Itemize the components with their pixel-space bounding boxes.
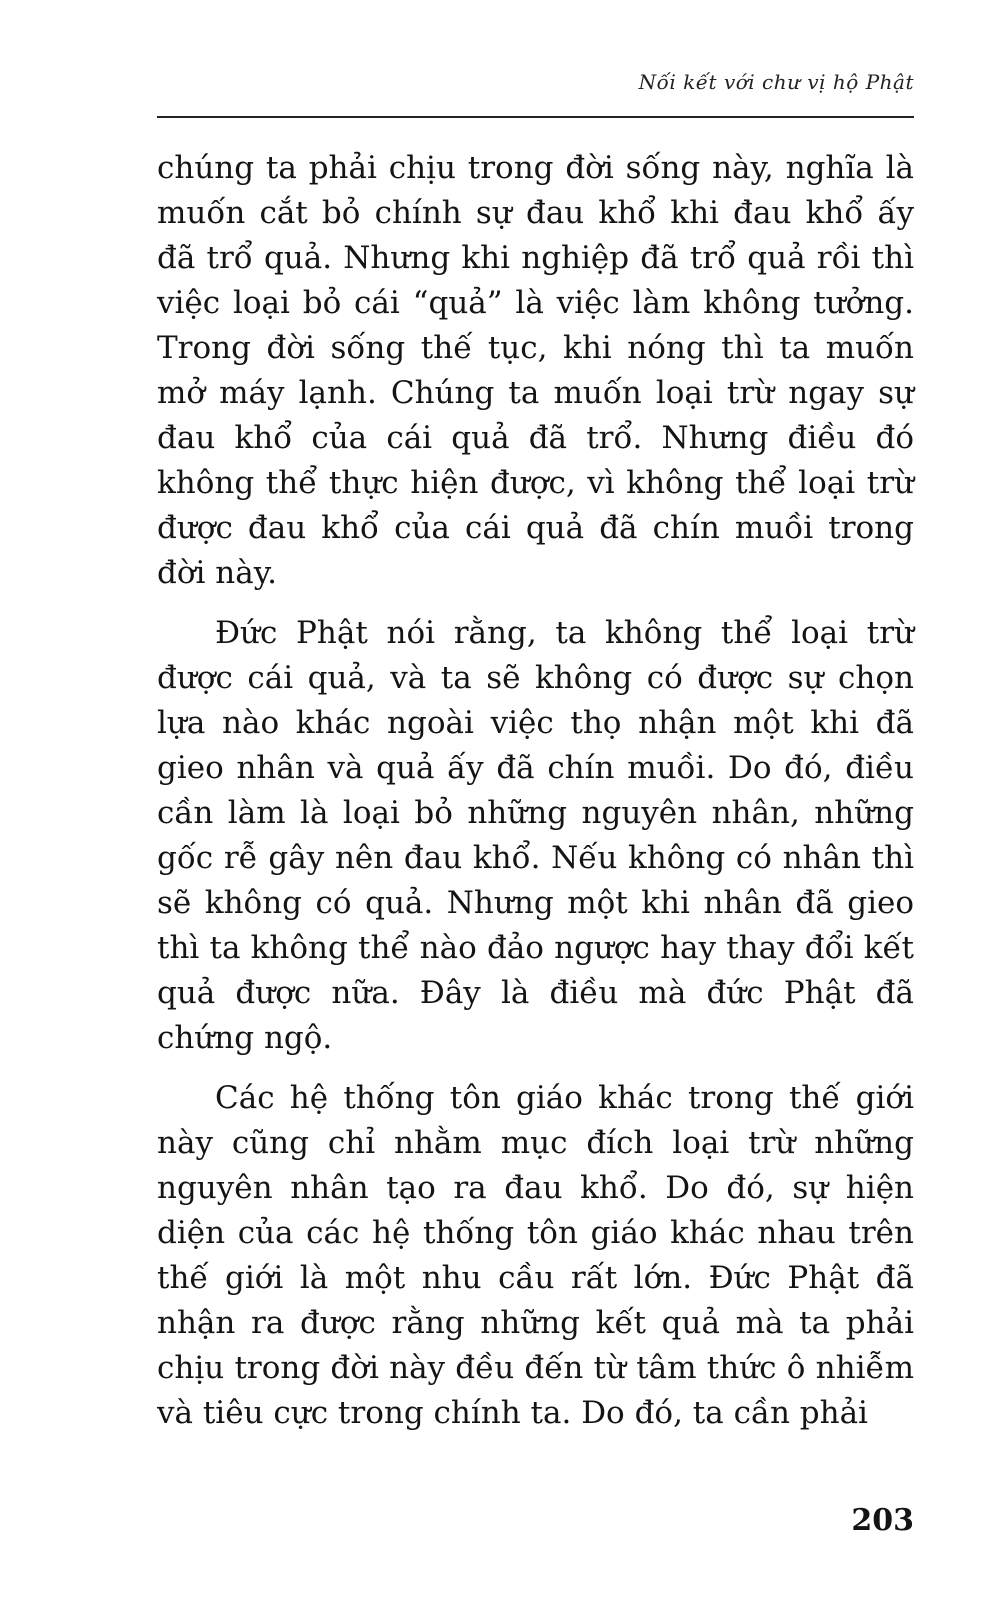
header-divider xyxy=(157,116,914,118)
paragraph-2: Đức Phật nói rằng, ta không thể loại trừ được cái quả, và ta sẽ không có được sự chọn lựa nào khác ngoài việc thọ nhận một khi đã gieo nhân và quả ấy đã chín muồi. Do đó, điều cần làm là loại bỏ những nguyên nhân, những gốc rễ gây nên đau khổ. Nếu không có nhân thì sẽ không có quả. Nhưng một khi nhân đã gieo thì ta không thể nào đảo ngược hay thay đổi kết quả được nữa. Đây là điều mà đức Phật đã chứng ngộ. xyxy=(157,615,914,1056)
page-number: 203 xyxy=(851,1503,914,1538)
running-header: Nối kết với chư vị hộ Phật xyxy=(638,70,914,94)
paragraph-3: Các hệ thống tôn giáo khác trong thế giới này cũng chỉ nhằm mục đích loại trừ những nguyên nhân tạo ra đau khổ. Do đó, sự hiện diện của các hệ thống tôn giáo khác nhau trên thế giới là một nhu cầu rất lớn. Đức Phật đã nhận ra được rằng những kết quả mà ta phải chịu trong đời này đều đến từ tâm thức ô nhiễm và tiêu cực trong chính ta. Do đó, ta cần phải xyxy=(157,1080,914,1431)
body-text xyxy=(157,146,914,1436)
paragraph-1: chúng ta phải chịu trong đời sống này, nghĩa là muốn cắt bỏ chính sự đau khổ khi đau khổ ấy đã trổ quả. Nhưng khi nghiệp đã trổ quả rồi thì việc loại bỏ cái “quả” là việc làm không tưởng. Trong đời sống thế tục, khi nóng thì ta muốn mở máy lạnh. Chúng ta muốn loại trừ ngay sự đau khổ của cái quả đã trổ. Nhưng điều đó không thể thực hiện được, vì không thể loại trừ được đau khổ của cái quả đã chín muồi trong đời này. xyxy=(157,150,914,591)
